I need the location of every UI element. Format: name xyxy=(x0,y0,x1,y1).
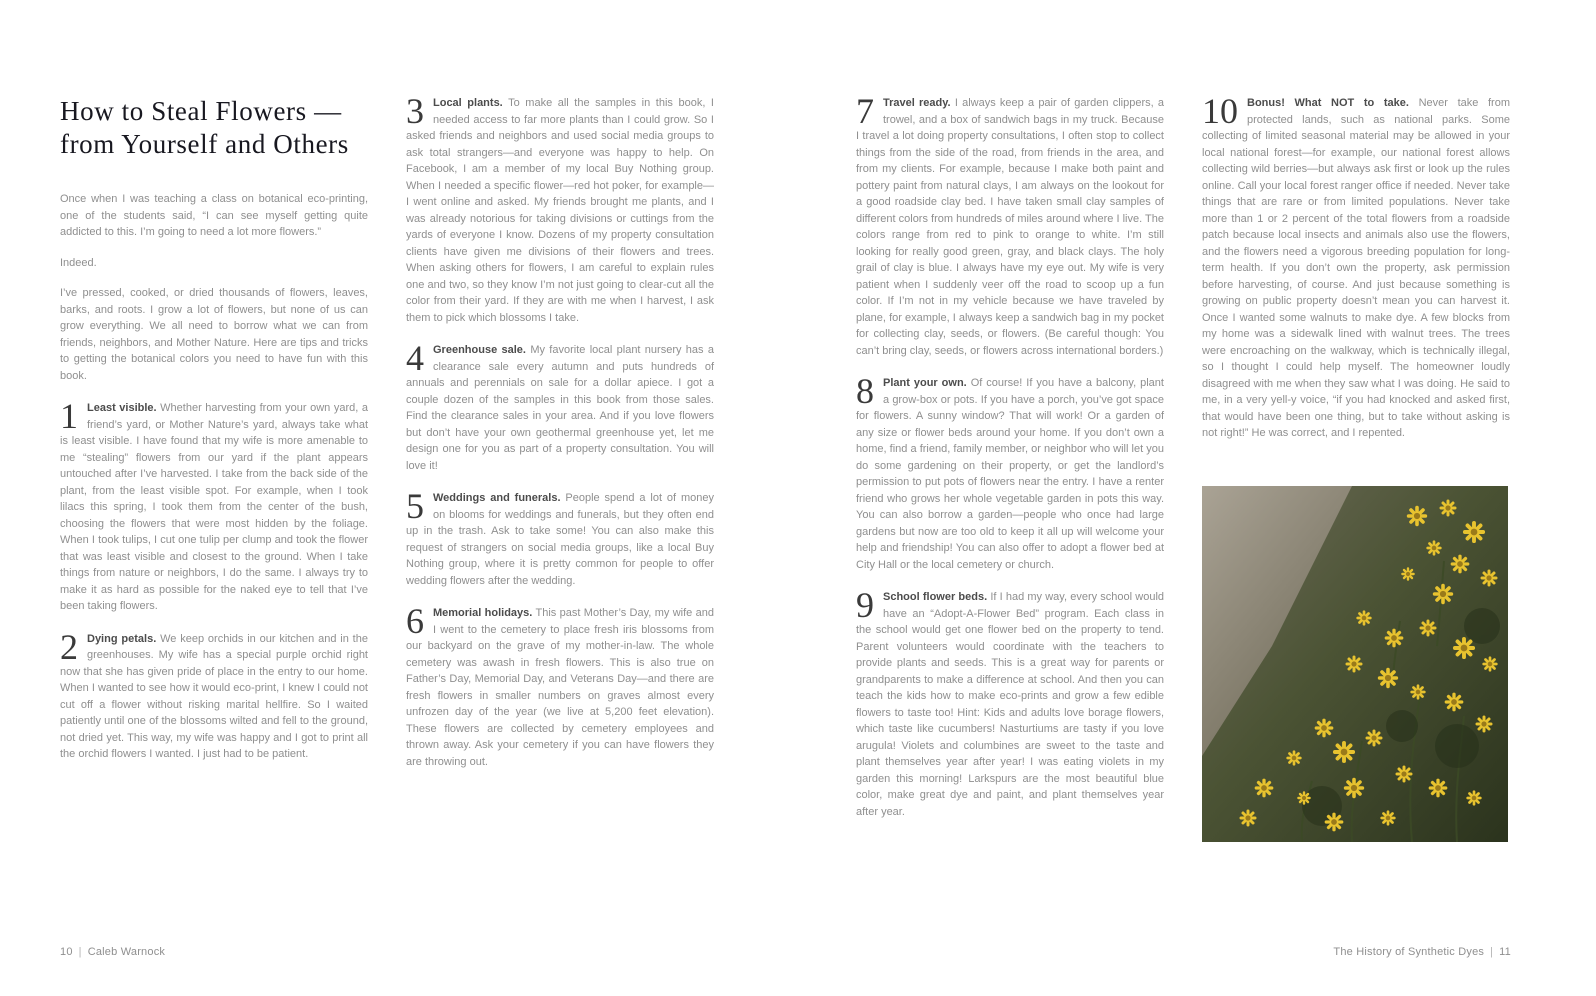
item-number: 2 xyxy=(60,626,78,667)
item-body: To make all the samples in this book, I needed access to far more plants than I could grow. So I asked friends and neighbors and used social media groups to ask total strangers—and everyone was happy to help. On Facebook, I am a member of my local Buy Nothing group. When I needed a specific flower—red hot poker, for example—I went online and asked. My friends brought me plants, and I was already notorious for taking divisions or cuttings from the yards of everyone I know. Dozens of my property consultation clients have given me divisions of their flowers and trees. When asking others for flowers, I am careful to explain rules one and two, so they know I’m not just going to clear-cut all the color from their yard. If they are with me when I harvest, I ask them to pick which blossoms I take. xyxy=(406,97,714,324)
page-number: 10 xyxy=(60,946,73,958)
numbered-item xyxy=(1202,91,1511,442)
item-number: 6 xyxy=(406,601,424,641)
item-number: 5 xyxy=(406,486,424,526)
column-1 xyxy=(60,95,368,770)
item-label: Weddings and funerals. xyxy=(433,492,561,504)
intro-paragraph: I’ve pressed, cooked, or dried thousands of flowers, leaves, barks, and roots. I grow a lot of flowers, but none of us can grow everything. We all need to borrow what we can from friends, neighbors, and Mother Nature. Here are tips and tricks to getting the botanical colors you need to have fun with this book. xyxy=(60,287,368,382)
numbered-item xyxy=(406,338,714,474)
numbered-item xyxy=(406,486,714,589)
numbered-item xyxy=(406,91,714,326)
item-number: 1 xyxy=(60,396,78,436)
item-label: Greenhouse sale. xyxy=(433,344,526,356)
running-title: The History of Synthetic Dyes xyxy=(1333,946,1485,958)
book-author: Caleb Warnock xyxy=(87,946,166,958)
item-label: Local plants. xyxy=(433,97,503,109)
column-4 xyxy=(1202,91,1511,842)
item-label: Plant your own. xyxy=(883,377,967,389)
item-body: We keep orchids in our kitchen and in the greenhouses. My wife has a special purple orchid right now that she has given pride of place in the entry to our home. When I wanted to see how it would eco-print, I knew I could not cut off a flower without risking marital hellfire. So I waited patiently until one of the blossoms wilted and fell to the ground, not dried yet. This way, my wife was happy and I got to print all the orchid flowers I wanted. I just had to be patient. xyxy=(60,632,368,760)
item-number: 8 xyxy=(856,371,874,411)
item-body: Of course! If you have a balcony, plant a grow-box or pots. If you have a porch, you’ve got space for flowers. A sunny window? That will work! Or a garden of any size or flower beds around your home. If you don’t own a home, find a friend, family member, or neighbor who will let you do some gardening on their property, or get the landlord’s permission to put pots of flowers near the entry. I have a renter friend who grows her whole vegetable garden in pots this way. You can also borrow a garden—people who once had large gardens but now are too old to keep it all up will welcome your help and friendship! You can also offer to adopt a flower bed at City Hall or the local cemetery or church. xyxy=(856,377,1164,571)
item-number: 9 xyxy=(856,585,874,625)
footer-divider: | xyxy=(78,946,82,958)
numbered-item xyxy=(60,396,368,615)
numbered-item xyxy=(856,585,1165,820)
item-label: Dying petals. xyxy=(87,632,157,645)
footer-divider: | xyxy=(1490,946,1494,958)
column-3 xyxy=(856,91,1165,842)
title-line-2: from Yourself and Others xyxy=(60,129,349,159)
title-line-1: How to Steal Flowers — xyxy=(60,96,342,126)
item-body: I always keep a pair of garden clippers, a trowel, and a box of sandwich bags in my truck. Because I travel a lot doing property consultations, I often stop to collect things from the side of the road, from friends in the area, and from my clients. For example, because I make both paint and pottery paint from natural clays, I am always on the lookout for a good roadside clay bed. I have taken small clay samples of different colors from hundreds of miles around where I live. The colors range from red to pink to orange to white. I’m still looking for really good green, gray, and black clays. The holy grail of clay is blue. I always have my eye out. My wife is very patient when I suddenly veer off the road to scoop up a fun color. If I’m not in my vehicle because we have traveled by plane, for example, I always keep a sandwich bag in my pocket for collecting clay, seeds, or flowers. (Be careful though: You can’t bring clay, seeds, or flowers across international borders.) xyxy=(856,97,1164,357)
intro-paragraph: Indeed. xyxy=(60,256,97,269)
yellow-wildflowers-photo xyxy=(1202,486,1508,842)
item-number: 4 xyxy=(406,338,424,378)
item-number: 7 xyxy=(856,91,874,131)
item-body: Whether harvesting from your own yard, a friend’s yard, or Mother Nature’s yard, always take what is least visible. I have found that my wife is more amenable to me “stealing” flowers from our yard if the plant appears untouched after I’ve harvested. I take from the back side of the plant, from the least visible spot. For example, when I took lilacs this spring, I took them from the center of the bush, choosing the flowers that were most hidden by the foliage. When I took tulips, I cut one tulip per clump and took the flower that was least visible and closest to the ground. When I take things from nature or neighbors, I do the same. I always try to make it as hard as possible for the naked eye to tell that I’ve been taking flowers. xyxy=(60,402,368,612)
item-label: Bonus! What NOT to take. xyxy=(1247,97,1409,109)
item-body: My favorite local plant nursery has a clearance sale every autumn and puts hundreds of annuals and perennials on sale for a dollar apiece. I got a couple dozen of the samples in this book from those sales. Find the clearance sales in your area. And if you love flowers but don’t have your own geothermal greenhouse yet, let me design one for you as part of a property consultation. You will love it! xyxy=(406,344,714,472)
item-label: Travel ready. xyxy=(883,97,951,109)
item-label: School flower beds. xyxy=(883,591,988,603)
item-body: Never take from protected lands, such as national parks. Some collecting of limited seasonal material may be allowed in your local national forest—for example, our national forest allows collecting wild berries—but always ask first or look up the rules online. Call your local forest ranger office if needed. Never take things that are rare or from limited populations. Never take more than 1 or 2 percent of the total flowers from a roadside patch because local insects and animals also use the flowers, and the flowers need a vigorous breeding population for long-term health. If you don’t own the property, ask permission before harvesting, of course. And just because something is growing on public property doesn’t mean you can harvest it. Once I wanted some walnuts to make dye. A few blocks from my home was a sidewalk lined with walnut trees. The trees were encroaching on the walkway, which is technically illegal, so I thought I could help myself. The homeowner loudly disagreed with me when they saw what I was doing. He said to me, in a very yell-y voice, “if you had knocked and asked first, that would have been one thing, but to take without asking is not right!” He was correct, and I repented. xyxy=(1202,97,1511,439)
page-right xyxy=(798,0,1596,996)
item-number: 10 xyxy=(1202,91,1238,131)
item-number: 3 xyxy=(406,91,424,131)
numbered-item xyxy=(60,626,368,763)
item-body: This past Mother’s Day, my wife and I went to the cemetery to place fresh iris blossoms from our backyard on the grave of my mother-in-law. The whole cemetery was awash in fresh flowers. This is also true on Father’s Day, Memorial Day, and Veterans Day—and there are fresh flowers in smaller numbers on graves almost every unfrozen day of the year (we live at 5,200 feet elevation). These flowers are collected by cemetery employees and thrown away. Ask your cemetery if you can have flowers they are throwing out. xyxy=(406,607,715,768)
footer-right xyxy=(1333,946,1511,958)
footer-left xyxy=(60,946,165,958)
column-2 xyxy=(406,91,715,770)
item-label: Least visible. xyxy=(87,402,157,414)
numbered-item xyxy=(856,91,1164,359)
page-number: 11 xyxy=(1499,946,1511,958)
article-title xyxy=(60,95,368,161)
item-body: If I had my way, every school would have an “Adopt-A-Flower Bed” program. Each class in the school would get one flower bed on the property to tend. Parent volunteers would coordinate with the teachers to provide plants and seeds. This is a great way for parents or grandparents to make a difference at school. And then you can teach the kids how to make eco-prints and grow a few edible flowers to taste too! Hint: Kids and adults love borage flowers, which taste like cucumbers! Nasturtiums are tasty if you love arugula! Violets and columbines are sweet to the taste and plant themselves year after year! I was eating violets in my garden this morning! Larkspurs are the most beautiful blue color, make great dye and paint, and plant themselves year after year. xyxy=(856,591,1165,818)
numbered-item xyxy=(406,601,715,770)
numbered-item xyxy=(856,371,1164,573)
item-body: People spend a lot of money on blooms for weddings and funerals, but they often end up in the trash. Ask to take some! You can also make this request of strangers on social media groups, like a local Buy Nothing group, where it is pretty common for people to offer wedding flowers after the wedding. xyxy=(406,492,714,587)
item-label: Memorial holidays. xyxy=(433,607,533,619)
intro-paragraph: Once when I was teaching a class on botanical eco-printing, one of the students said, “I can see myself getting quite addicted to this. I’m going to need a lot more flowers.” xyxy=(60,193,368,238)
